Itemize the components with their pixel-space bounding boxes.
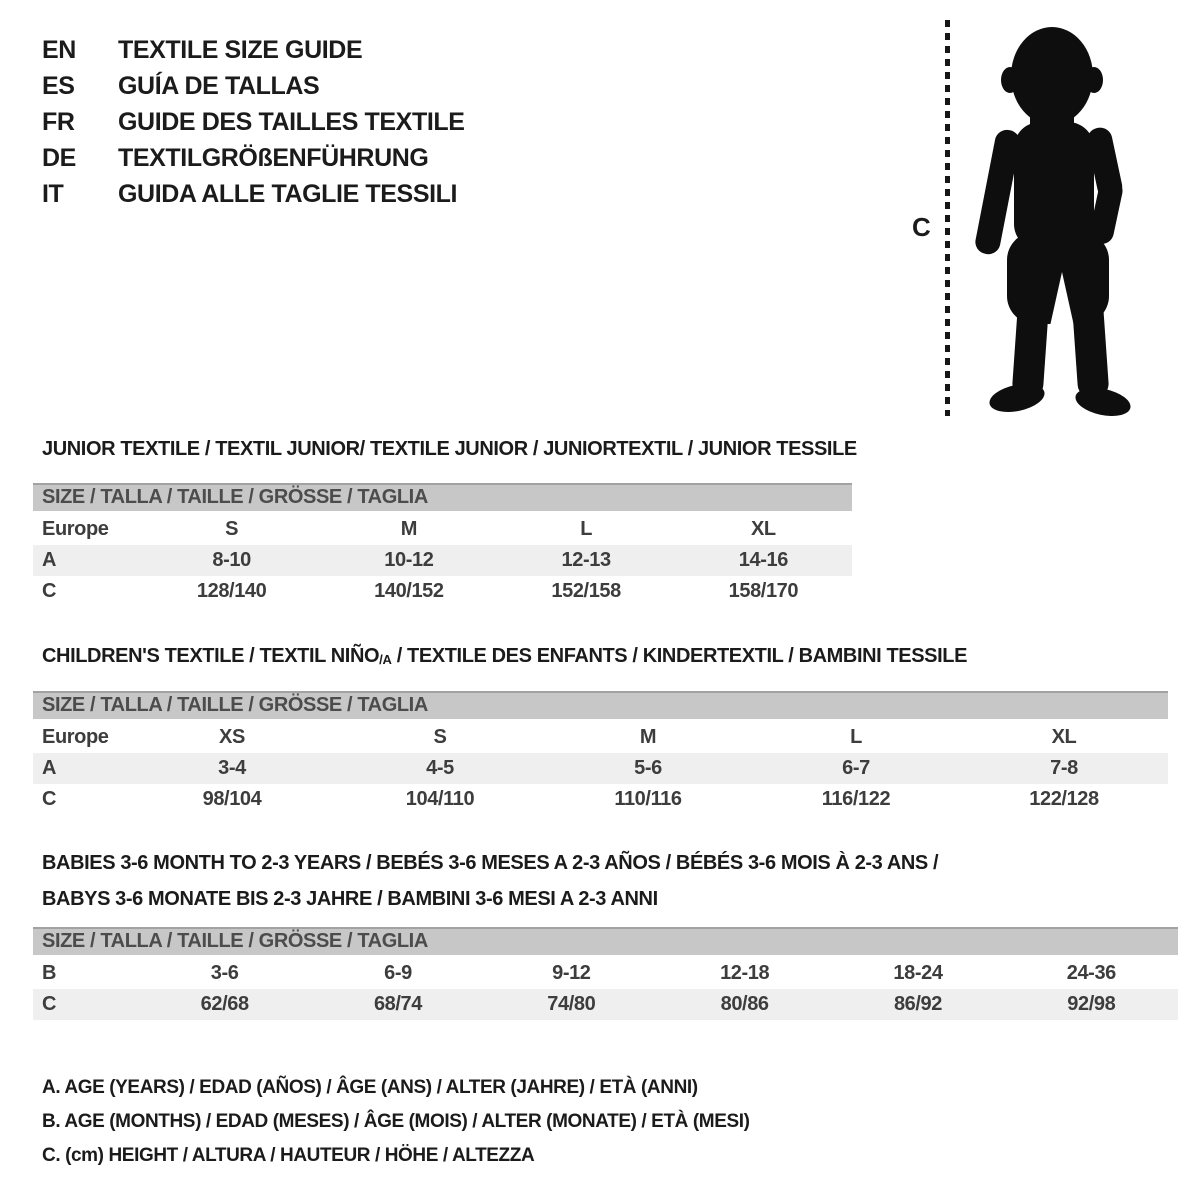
babies-title-line2: BABYS 3-6 MONATE BIS 2-3 JAHRE / BAMBINI 3-6 MESI A 2-3 ANNI xyxy=(42,888,658,910)
size-cell: 92/98 xyxy=(1067,993,1116,1015)
junior-size-table xyxy=(33,483,852,607)
size-cell: 110/116 xyxy=(614,788,682,810)
note-age-months: B. AGE (MONTHS) / EDAD (MESES) / ÂGE (MOIS) / ALTER (MONATE) / ETÀ (MESI) xyxy=(42,1111,750,1132)
size-cell: 9-12 xyxy=(552,962,591,984)
row-label: C xyxy=(42,993,57,1015)
size-cell: 86/92 xyxy=(893,993,942,1015)
lang-row-fr xyxy=(42,104,465,140)
size-cell: M xyxy=(639,726,657,748)
row-label: C xyxy=(42,788,57,810)
size-header-bar: SIZE / TALLA / TAILLE / GRÖSSE / TAGLIA xyxy=(33,483,852,511)
size-cell: 152/158 xyxy=(551,580,621,602)
junior-section-title xyxy=(42,437,857,461)
row-label: Europe xyxy=(42,518,109,540)
lang-title: TEXTILE SIZE GUIDE xyxy=(118,36,363,64)
row-label: A xyxy=(42,757,57,779)
size-cell: 80/86 xyxy=(720,993,769,1015)
table-row xyxy=(33,989,1178,1020)
size-cell: 104/110 xyxy=(405,788,475,810)
height-measure-dashed-line xyxy=(945,20,950,416)
table-row xyxy=(33,958,1178,989)
lang-row-es xyxy=(42,68,465,104)
lang-row-de xyxy=(42,140,465,176)
babies-size-table xyxy=(33,927,1178,1020)
children-title-suffix: /A xyxy=(379,652,392,667)
size-cell: 140/152 xyxy=(374,580,444,602)
size-cell: 8-10 xyxy=(212,549,251,571)
babies-table xyxy=(33,958,1178,1020)
table-row xyxy=(33,576,852,607)
size-cell: M xyxy=(400,518,417,540)
toddler-silhouette xyxy=(962,14,1146,420)
size-cell: S xyxy=(433,726,447,748)
size-cell: 18-24 xyxy=(893,962,943,984)
language-title-list xyxy=(42,32,465,212)
size-cell: L xyxy=(580,518,593,540)
size-cell: 5-6 xyxy=(634,757,662,779)
size-cell: 14-16 xyxy=(738,549,788,571)
size-cell: 122/128 xyxy=(1029,788,1099,810)
size-cell: L xyxy=(850,726,862,748)
table-row xyxy=(33,722,1168,753)
lang-row-it xyxy=(42,176,465,212)
size-cell: 24-36 xyxy=(1066,962,1116,984)
junior-table xyxy=(33,514,852,607)
note-height-cm: C. (cm) HEIGHT / ALTURA / HAUTEUR / HÖHE / ALTEZZA xyxy=(42,1145,535,1166)
babies-section-title xyxy=(42,845,938,917)
size-cell: XL xyxy=(750,518,776,540)
size-cell: 3-6 xyxy=(210,962,239,984)
lang-title: TEXTILGRÖßENFÜHRUNG xyxy=(118,144,429,172)
lang-title: GUÍA DE TALLAS xyxy=(118,72,320,100)
row-label: Europe xyxy=(42,726,109,748)
children-title-main: CHILDREN'S TEXTILE / TEXTIL NIÑO xyxy=(42,645,380,667)
lang-code: IT xyxy=(42,180,64,208)
height-measure-label: C xyxy=(912,212,931,242)
row-label: C xyxy=(42,580,57,602)
lang-code: EN xyxy=(42,36,76,64)
size-cell: S xyxy=(225,518,239,540)
size-cell: 3-4 xyxy=(218,757,246,779)
size-cell: 12-18 xyxy=(720,962,770,984)
size-cell: 116/122 xyxy=(821,788,891,810)
size-cell: 158/170 xyxy=(728,580,799,602)
lang-title: GUIDE DES TAILLES TEXTILE xyxy=(118,108,465,136)
size-cell: XS xyxy=(219,726,245,748)
size-cell: XL xyxy=(1051,726,1077,748)
lang-code: FR xyxy=(42,108,75,136)
junior-title-text: JUNIOR TEXTILE / TEXTIL JUNIOR/ TEXTILE JUNIOR / JUNIORTEXTIL / JUNIOR TESSILE xyxy=(42,438,857,460)
size-cell: 6-7 xyxy=(842,757,870,779)
row-label: B xyxy=(42,962,57,984)
lang-row-en xyxy=(42,32,465,68)
size-cell: 62/68 xyxy=(200,993,249,1015)
children-section-title xyxy=(42,644,967,672)
size-cell: 7-8 xyxy=(1050,757,1078,779)
lang-code: DE xyxy=(42,144,76,172)
table-row xyxy=(33,545,852,576)
measurement-notes xyxy=(42,1071,750,1173)
size-cell: 4-5 xyxy=(426,757,454,779)
size-cell: 10-12 xyxy=(384,549,434,571)
size-cell: 128/140 xyxy=(196,580,267,602)
size-cell: 74/80 xyxy=(547,993,596,1015)
babies-title-line1: BABIES 3-6 MONTH TO 2-3 YEARS / BEBÉS 3-6 MESES A 2-3 AÑOS / BÉBÉS 3-6 MOIS À 2-3 ANS / xyxy=(42,852,939,874)
lang-code: ES xyxy=(42,72,75,100)
row-label: A xyxy=(42,549,57,571)
size-header-bar: SIZE / TALLA / TAILLE / GRÖSSE / TAGLIA xyxy=(33,691,1168,719)
table-row xyxy=(33,753,1168,784)
size-cell: 68/74 xyxy=(373,993,423,1015)
table-row xyxy=(33,784,1168,815)
note-age-years: A. AGE (YEARS) / EDAD (AÑOS) / ÂGE (ANS) / ALTER (JAHRE) / ETÀ (ANNI) xyxy=(42,1077,698,1098)
children-size-table xyxy=(33,691,1168,815)
children-table xyxy=(33,722,1168,815)
size-header-bar: SIZE / TALLA / TAILLE / GRÖSSE / TAGLIA xyxy=(33,927,1178,955)
lang-title: GUIDA ALLE TAGLIE TESSILI xyxy=(118,180,458,208)
size-cell: 6-9 xyxy=(384,962,412,984)
table-row xyxy=(33,514,852,545)
size-cell: 12-13 xyxy=(561,549,611,571)
children-title-tail: / TEXTILE DES ENFANTS / KINDERTEXTIL / BAMBINI TESSILE xyxy=(391,645,968,667)
size-cell: 98/104 xyxy=(202,788,262,810)
